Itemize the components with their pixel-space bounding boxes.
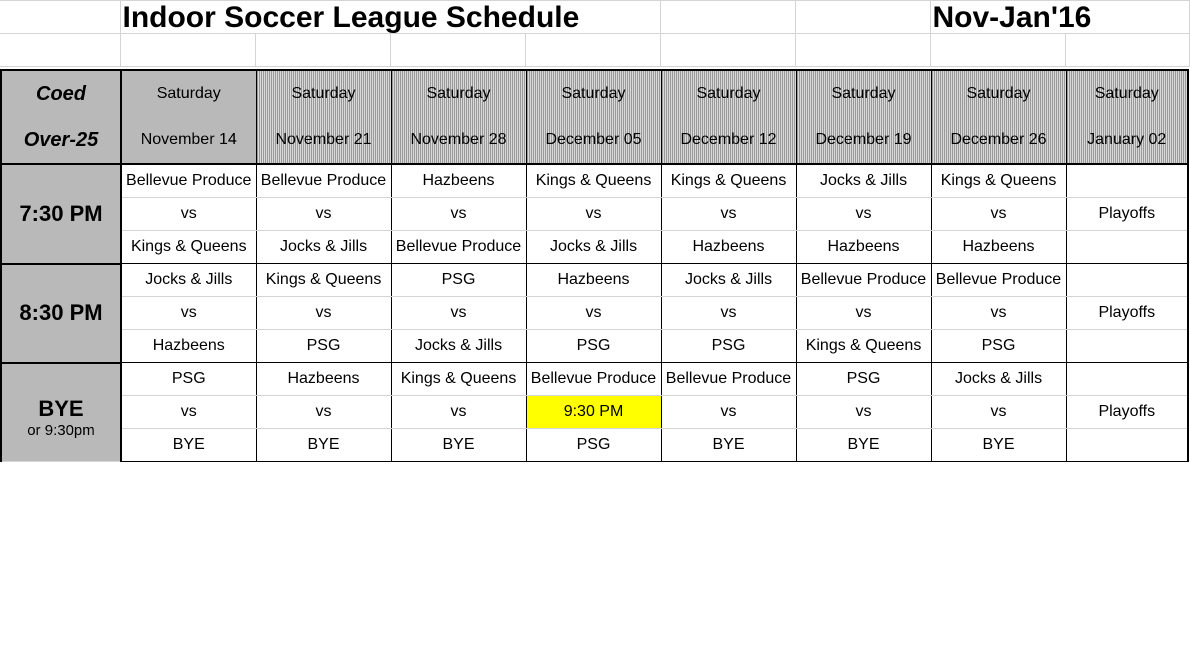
team-cell[interactable]: Bellevue Produce xyxy=(796,264,931,297)
date-label: December 26 xyxy=(950,131,1047,148)
date-header-cell[interactable] xyxy=(526,70,661,164)
vs-cell[interactable]: vs xyxy=(931,198,1066,231)
team-cell[interactable]: Bellevue Produce xyxy=(121,164,256,198)
vs-cell[interactable]: vs xyxy=(661,297,796,330)
day-label: Saturday xyxy=(831,85,896,102)
team-cell[interactable]: Hazbeens xyxy=(391,164,526,198)
team-cell[interactable] xyxy=(1066,429,1188,462)
team-cell[interactable]: Kings & Queens xyxy=(121,231,256,264)
time-slot-label: BYE xyxy=(38,396,84,422)
title-cell[interactable] xyxy=(120,1,660,34)
blank-cell[interactable] xyxy=(525,34,660,67)
team-cell[interactable]: BYE xyxy=(661,429,796,462)
day-label: Saturday xyxy=(1094,85,1159,102)
playoffs-cell[interactable]: Playoffs xyxy=(1066,396,1188,429)
team-cell[interactable]: Jocks & Jills xyxy=(661,264,796,297)
time-slot-sublabel: or 9:30pm xyxy=(27,422,95,440)
day-label: Saturday xyxy=(156,85,221,102)
team-cell[interactable]: PSG xyxy=(256,330,391,363)
date-label: January 02 xyxy=(1087,131,1167,148)
team-cell[interactable]: Hazbeens xyxy=(661,231,796,264)
date-label: December 12 xyxy=(680,131,777,148)
division-line2: Over-25 xyxy=(23,129,99,151)
blank-cell[interactable] xyxy=(660,34,795,67)
rescheduled-time-cell[interactable]: 9:30 PM xyxy=(526,396,661,429)
team-cell[interactable]: Bellevue Produce xyxy=(256,164,391,198)
match-row xyxy=(1,198,1188,231)
date-header-cell[interactable] xyxy=(661,70,796,164)
team-cell[interactable]: PSG xyxy=(391,264,526,297)
date-header-cell[interactable] xyxy=(391,70,526,164)
team-cell[interactable]: PSG xyxy=(931,330,1066,363)
match-row xyxy=(1,164,1188,198)
blank-cell[interactable] xyxy=(390,34,525,67)
division-cell[interactable] xyxy=(1,70,121,164)
date-label: December 05 xyxy=(545,131,642,148)
date-header-cell[interactable] xyxy=(256,70,391,164)
vs-cell[interactable]: vs xyxy=(526,297,661,330)
vs-cell[interactable]: vs xyxy=(931,297,1066,330)
team-cell[interactable]: PSG xyxy=(661,330,796,363)
match-row xyxy=(1,363,1188,396)
team-cell[interactable]: BYE xyxy=(391,429,526,462)
team-cell[interactable]: PSG xyxy=(796,363,931,396)
blank-cell[interactable] xyxy=(1065,34,1189,67)
match-row xyxy=(1,429,1188,462)
date-header-cell[interactable] xyxy=(931,70,1066,164)
team-cell[interactable]: BYE xyxy=(931,429,1066,462)
team-cell[interactable]: Hazbeens xyxy=(796,231,931,264)
period-cell[interactable] xyxy=(930,1,1189,34)
time-slot-cell[interactable] xyxy=(1,363,121,462)
team-cell[interactable]: Hazbeens xyxy=(256,363,391,396)
blank-cell[interactable] xyxy=(0,34,120,67)
team-cell[interactable] xyxy=(1066,164,1188,198)
date-label: November 14 xyxy=(140,131,237,148)
team-cell[interactable]: Bellevue Produce xyxy=(661,363,796,396)
team-cell[interactable]: PSG xyxy=(526,429,661,462)
team-cell[interactable]: Kings & Queens xyxy=(661,164,796,198)
team-cell[interactable]: Hazbeens xyxy=(931,231,1066,264)
playoffs-cell[interactable]: Playoffs xyxy=(1066,198,1188,231)
day-label: Saturday xyxy=(426,85,491,102)
schedule-table xyxy=(0,69,1189,462)
match-row xyxy=(1,297,1188,330)
vs-cell[interactable]: vs xyxy=(796,396,931,429)
team-cell[interactable]: Jocks & Jills xyxy=(931,363,1066,396)
match-row xyxy=(1,330,1188,363)
league-title: Indoor Soccer League Schedule xyxy=(122,1,580,34)
time-slot-label: 8:30 PM xyxy=(19,300,103,325)
date-label: November 28 xyxy=(410,131,507,148)
day-label: Saturday xyxy=(696,85,761,102)
team-cell[interactable]: Kings & Queens xyxy=(931,164,1066,198)
team-cell[interactable]: PSG xyxy=(526,330,661,363)
vs-cell[interactable]: vs xyxy=(256,396,391,429)
vs-cell[interactable]: vs xyxy=(391,396,526,429)
vs-cell[interactable]: vs xyxy=(661,396,796,429)
team-cell[interactable]: PSG xyxy=(121,363,256,396)
team-cell[interactable]: Kings & Queens xyxy=(391,363,526,396)
date-header-cell[interactable] xyxy=(121,70,256,164)
day-label: Saturday xyxy=(291,85,356,102)
team-cell[interactable]: Jocks & Jills xyxy=(391,330,526,363)
blank-cell[interactable] xyxy=(120,34,255,67)
title-blank-cell[interactable] xyxy=(795,1,930,34)
vs-cell[interactable]: vs xyxy=(391,198,526,231)
vs-cell[interactable]: vs xyxy=(256,297,391,330)
match-row xyxy=(1,396,1188,429)
title-grid xyxy=(0,0,1190,67)
team-cell[interactable]: Bellevue Produce xyxy=(391,231,526,264)
date-header-cell[interactable] xyxy=(796,70,931,164)
match-row xyxy=(1,264,1188,297)
day-label: Saturday xyxy=(966,85,1031,102)
date-header-cell[interactable] xyxy=(1066,70,1188,164)
title-blank-cell[interactable] xyxy=(660,1,795,34)
blank-cell[interactable] xyxy=(795,34,930,67)
blank-cell[interactable] xyxy=(930,34,1065,67)
team-cell[interactable]: Kings & Queens xyxy=(256,264,391,297)
team-cell[interactable]: BYE xyxy=(796,429,931,462)
date-label: November 21 xyxy=(275,131,372,148)
team-cell[interactable]: Jocks & Jills xyxy=(526,231,661,264)
blank-cell[interactable] xyxy=(255,34,390,67)
vs-cell[interactable]: vs xyxy=(121,396,256,429)
title-blank-cell[interactable] xyxy=(0,1,120,34)
playoffs-cell[interactable]: Playoffs xyxy=(1066,297,1188,330)
team-cell[interactable] xyxy=(1066,231,1188,264)
time-slot-cell[interactable] xyxy=(1,164,121,264)
vs-cell[interactable]: vs xyxy=(526,198,661,231)
date-label: December 19 xyxy=(815,131,912,148)
vs-cell[interactable]: vs xyxy=(256,198,391,231)
team-cell[interactable]: Hazbeens xyxy=(526,264,661,297)
team-cell[interactable] xyxy=(1066,330,1188,363)
day-label: Saturday xyxy=(561,85,626,102)
date-header-row xyxy=(1,70,1188,164)
vs-cell[interactable]: vs xyxy=(121,297,256,330)
time-slot-label: 7:30 PM xyxy=(19,200,103,226)
team-cell[interactable]: BYE xyxy=(121,429,256,462)
team-cell[interactable]: Bellevue Produce xyxy=(526,363,661,396)
team-cell[interactable]: Jocks & Jills xyxy=(796,164,931,198)
team-cell[interactable] xyxy=(1066,264,1188,297)
vs-cell[interactable]: vs xyxy=(391,297,526,330)
vs-cell[interactable]: vs xyxy=(661,198,796,231)
team-cell[interactable]: BYE xyxy=(256,429,391,462)
division-line1: Coed xyxy=(36,83,86,105)
team-cell[interactable]: Bellevue Produce xyxy=(931,264,1066,297)
team-cell[interactable]: Kings & Queens xyxy=(796,330,931,363)
team-cell[interactable]: Jocks & Jills xyxy=(256,231,391,264)
team-cell[interactable]: Hazbeens xyxy=(121,330,256,363)
match-row xyxy=(1,231,1188,264)
time-slot-cell[interactable] xyxy=(1,264,121,363)
vs-cell[interactable]: vs xyxy=(121,198,256,231)
period-title: Nov-Jan'16 xyxy=(932,1,1092,34)
team-cell[interactable] xyxy=(1066,363,1188,396)
vs-cell[interactable]: vs xyxy=(931,396,1066,429)
team-cell[interactable]: Jocks & Jills xyxy=(121,264,256,297)
vs-cell[interactable]: vs xyxy=(796,297,931,330)
vs-cell[interactable]: vs xyxy=(796,198,931,231)
team-cell[interactable]: Kings & Queens xyxy=(526,164,661,198)
